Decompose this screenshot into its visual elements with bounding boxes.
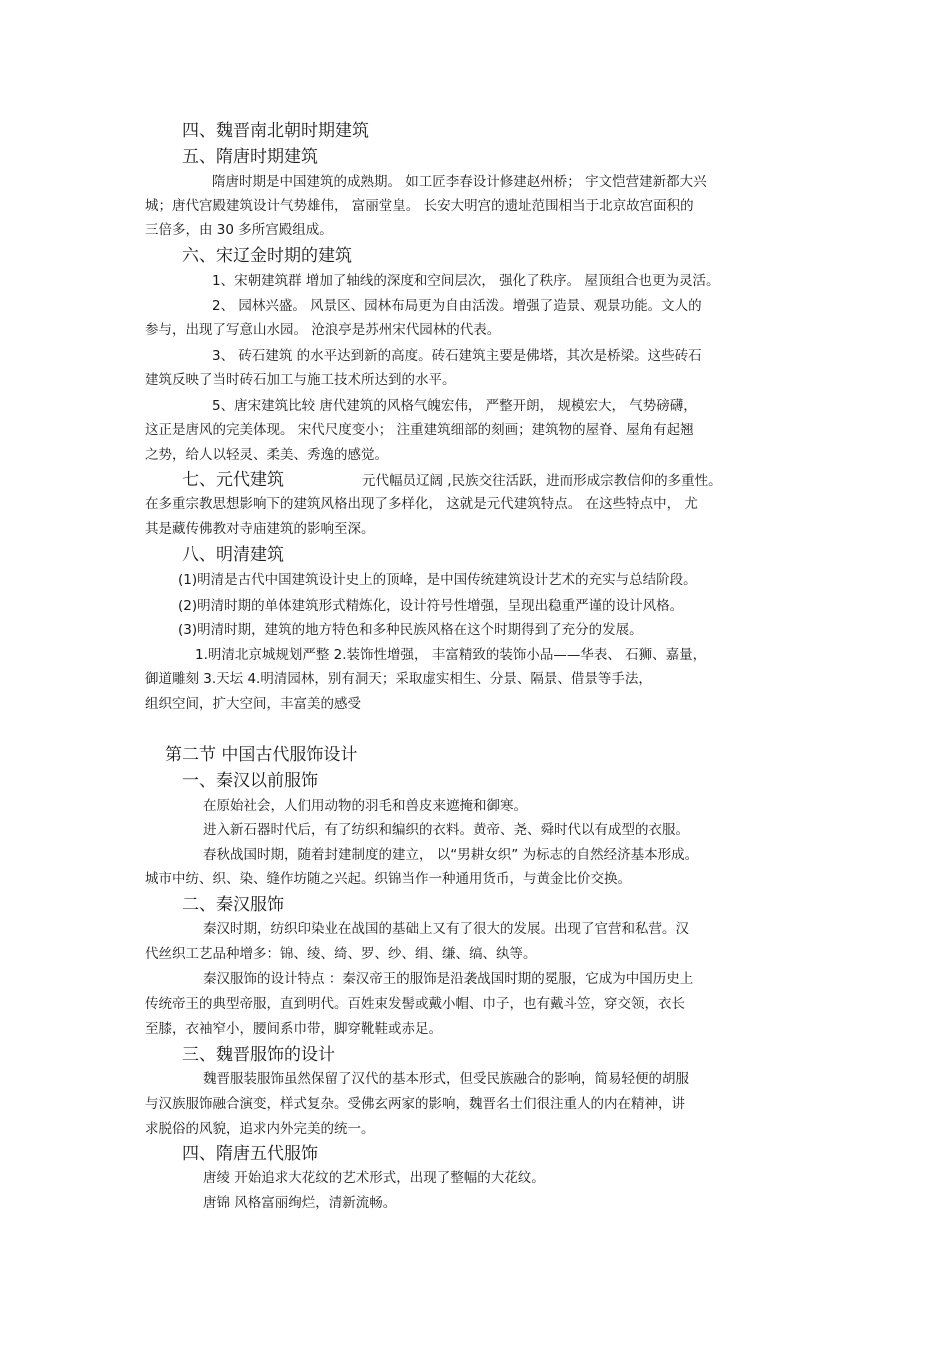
text-line: 御道雕刻 3.天坛 4.明清园林，别有洞天；采取虚实相生、分景、隔景、借景等手法， [145, 671, 652, 687]
text-line: 进入新石器时代后，有了纺织和编织的衣料。黄帝、尧、舜时代以有成型的衣服。 [203, 822, 689, 838]
text-line: 三倍多，由 30 多所宫殿组成。 [145, 222, 333, 238]
text-line: 隋唐时期是中国建筑的成熟期。 如工匠李春设计修建赵州桥； 宇文恺营建新都大兴 [212, 174, 707, 190]
text-line: 魏晋服装服饰虽然保留了汉代的基本形式，但受民族融合的影响，简易轻便的胡服 [203, 1071, 689, 1087]
text-line: 唐锦 风格富丽绚烂，清新流畅。 [203, 1195, 397, 1211]
text-line: 1、宋朝建筑群 增加了轴线的深度和空间层次， 强化了秩序。 屋顶组合也更为灵活。 [212, 273, 720, 289]
text-line: 2、 园林兴盛。 风景区、园林布局更为自由活泼。增强了造景、观景功能。文人的 [212, 298, 702, 314]
text-line: 至膝，衣袖窄小，腰间系巾带，脚穿靴鞋或赤足。 [145, 1021, 442, 1037]
text-line: 3、 砖石建筑 的水平达到新的高度。砖石建筑主要是佛塔，其次是桥梁。这些砖石 [212, 348, 702, 364]
chapter-heading: 第二节 中国古代服饰设计 [165, 745, 358, 765]
text-line: 1.明清北京城规划严整 2.装饰性增强， 丰富精致的装饰小品——华表、 石狮、嘉量， [195, 647, 707, 663]
text-line: 其是藏传佛教对寺庙建筑的影响至深。 [145, 521, 375, 537]
text-line: 秦汉时期，纺织印染业在战国的基础上又有了很大的发展。出现了官营和私营。汉 [203, 921, 689, 937]
section-heading: 六、宋辽金时期的建筑 [182, 246, 352, 266]
text-line: (1)明清是古代中国建筑设计史上的顶峰，是中国传统建筑设计艺术的充实与总结阶段。 [178, 572, 697, 588]
text-line: 与汉族服饰融合演变，样式复杂。受佛玄两家的影响，魏晋名士们很注重人的内在精神，讲 [145, 1096, 685, 1112]
text-line: 城市中纺、织、染、缝作坊随之兴起。织锦当作一种通用货币，与黄金比价交换。 [145, 871, 631, 887]
section-heading: 七、元代建筑 [182, 470, 284, 490]
text-line: 传统帝王的典型帝服，直到明代。百姓束发髻或戴小帽、巾子，也有戴斗笠，穿交领，衣长 [145, 996, 685, 1012]
text-line: 在多重宗教思想影响下的建筑风格出现了多样化， 这就是元代建筑特点。 在这些特点中， 尤 [145, 496, 698, 512]
text-line: 这正是唐风的完美体现。 宋代尺度变小； 注重建筑细部的刻画；建筑物的屋脊、屋角有起翘 [145, 422, 694, 438]
section-heading: 三、魏晋服饰的设计 [182, 1045, 335, 1065]
text-line: 元代幅员辽阔 ,民族交往活跃，进而形成宗教信仰的多重性。 [362, 473, 722, 489]
text-line: 求脱俗的风貌，追求内外完美的统一。 [145, 1121, 375, 1137]
section-heading: 四、隋唐五代服饰 [182, 1144, 318, 1164]
text-line: 之势，给人以轻灵、柔美、秀逸的感觉。 [145, 447, 388, 463]
section-heading: 五、隋唐时期建筑 [182, 147, 318, 167]
text-line: (2)明清时期的单体建筑形式精炼化，设计符号性增强，呈现出稳重严谨的设计风格。 [178, 598, 684, 614]
section-heading: 二、秦汉服饰 [182, 895, 284, 915]
text-line: 唐绫 开始追求大花纹的艺术形式，出现了整幅的大花纹。 [203, 1170, 545, 1186]
text-line: (3)明清时期，建筑的地方特色和多种民族风格在这个时期得到了充分的发展。 [178, 622, 643, 638]
text-line: 春秋战国时期，随着封建制度的建立， 以“男耕女织” 为标志的自然经济基本形成。 [203, 847, 699, 863]
text-line: 秦汉服饰的设计特点 ：秦汉帝王的服饰是沿袭战国时期的冕服，它成为中国历史上 [203, 971, 694, 987]
section-heading: 一、秦汉以前服饰 [182, 771, 318, 791]
text-line: 在原始社会，人们用动物的羽毛和兽皮来遮掩和御寒。 [203, 798, 527, 814]
text-line: 组织空间，扩大空间，丰富美的感受 [145, 696, 361, 712]
text-line: 5、唐宋建筑比较 唐代建筑的风格气魄宏伟， 严整开朗， 规模宏大， 气势磅礴， [212, 398, 697, 414]
text-line: 代丝织工艺品种增多：锦、绫、绮、罗、纱、绢、缣、缟、纨等。 [145, 946, 537, 962]
section-heading: 四、魏晋南北朝时期建筑 [182, 121, 369, 141]
text-line: 建筑反映了当时砖石加工与施工技术所达到的水平。 [145, 372, 456, 388]
text-line: 参与，出现了写意山水园。 沧浪亭是苏州宋代园林的代表。 [145, 322, 501, 338]
section-heading: 八、明清建筑 [182, 545, 284, 565]
text-line: 城；唐代宫殿建筑设计气势雄伟， 富丽堂皇。 长安大明宫的遗址范围相当于北京故宫面积的 [145, 198, 694, 214]
